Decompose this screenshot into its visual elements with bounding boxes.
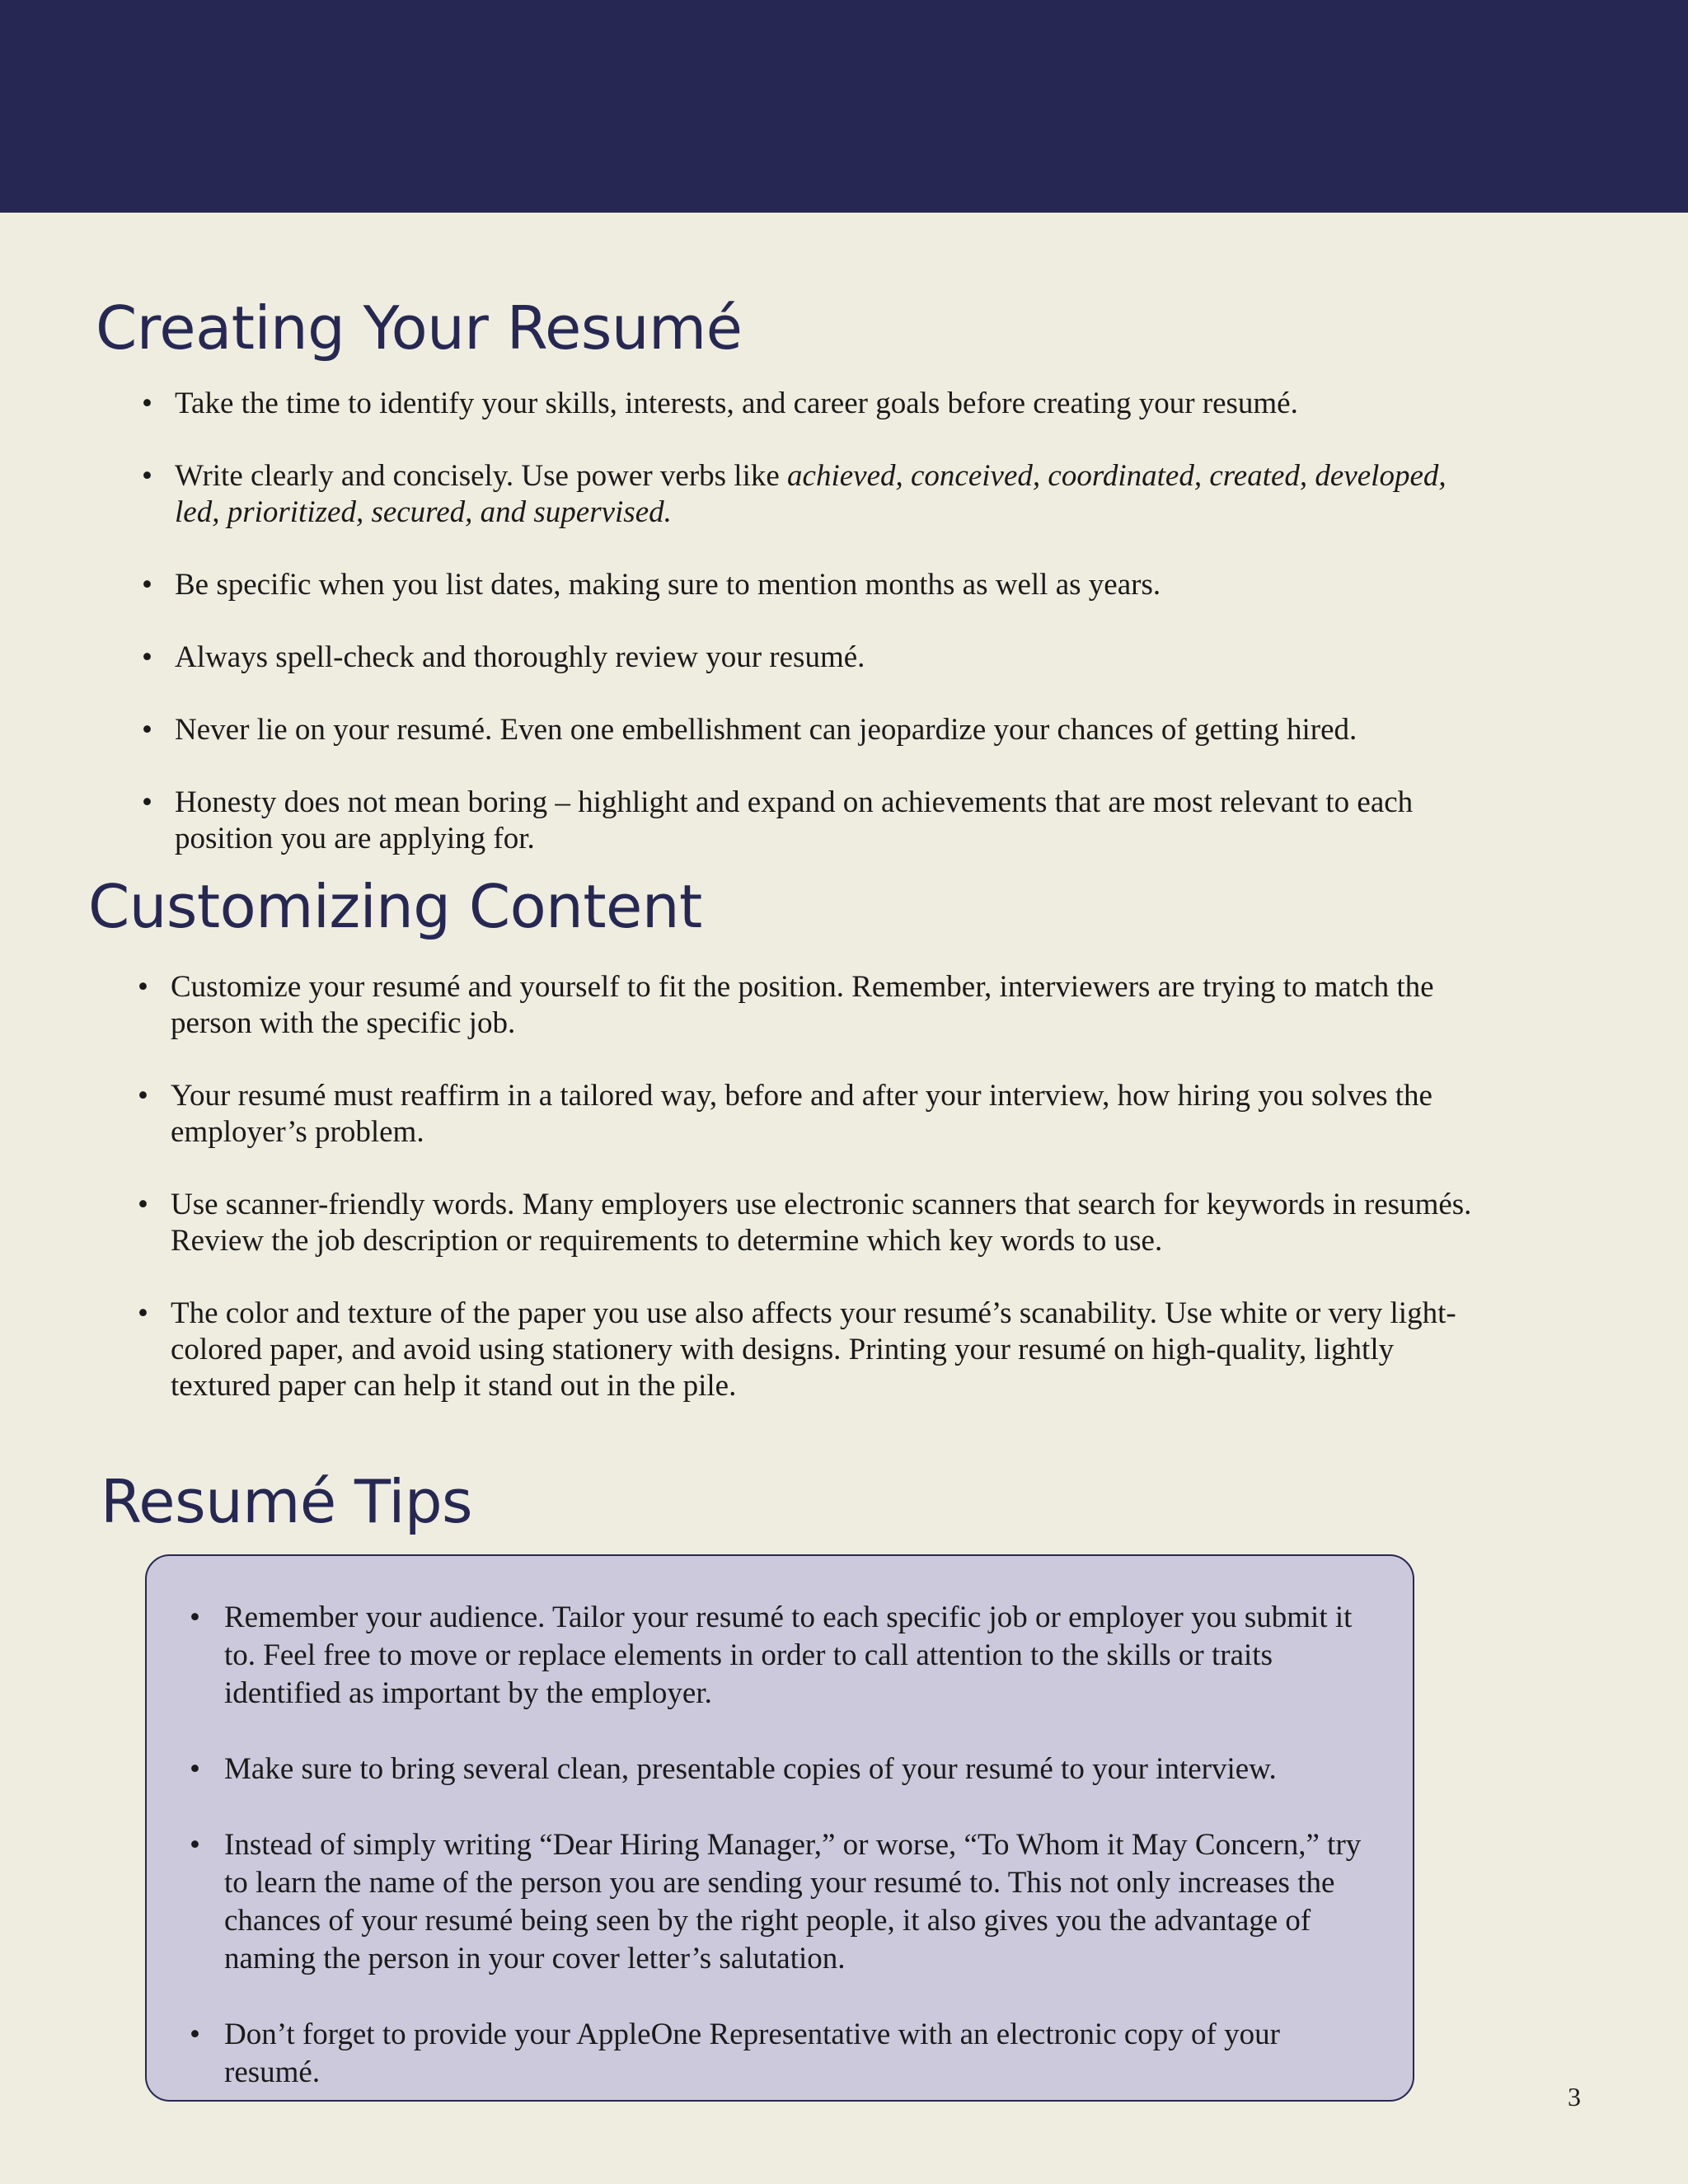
list-item-text: Honesty does not mean boring – highlight and expand on achievements that are most relevant to each position you are applying for. <box>175 785 1414 855</box>
bullet-icon: • <box>190 2018 200 2051</box>
list-item-text: Write clearly and concisely. Use power verbs like <box>175 459 788 493</box>
list-item <box>142 785 1461 857</box>
bullet-icon: • <box>190 1828 200 1862</box>
list-item <box>142 712 1461 748</box>
bullet-icon: • <box>138 970 148 1004</box>
list-item <box>138 1187 1489 1259</box>
bullet-icon: • <box>142 459 152 493</box>
list-item-text: Take the time to identify your skills, interests, and career goals before creating your resumé. <box>175 387 1298 420</box>
bullet-icon: • <box>142 713 152 747</box>
list-item <box>142 640 1461 676</box>
list-item-text: Customize your resumé and yourself to fit the position. Remember, interviewers are trying to match the person with the specific job. <box>171 970 1434 1040</box>
list-item <box>138 1296 1489 1404</box>
bullet-icon: • <box>142 640 152 674</box>
list-item <box>190 1750 1376 1788</box>
header-band <box>0 0 1688 213</box>
bullet-icon: • <box>138 1296 148 1330</box>
bullet-icon: • <box>190 1752 200 1786</box>
list-item <box>138 1078 1489 1151</box>
bullet-icon: • <box>190 1601 200 1634</box>
resume-tips-list <box>190 1599 1376 2092</box>
list-item <box>138 969 1489 1042</box>
list-item-text: Be specific when you list dates, making sure to mention months as well as years. <box>175 568 1161 602</box>
list-item-text: Make sure to bring several clean, presentable copies of your resumé to your interview. <box>224 1752 1277 1786</box>
section-title-creating-resume: Creating Your Resumé <box>96 293 743 363</box>
power-verbs-italic: achieved, conceived, coordinated, created, developed, led, prioritized, secured, and supervised. <box>175 459 1447 529</box>
list-item-text: Don’t forget to provide your AppleOne Representative with an electronic copy of your resumé. <box>224 2018 1280 2089</box>
list-item-text: The color and texture of the paper you use also affects your resumé’s scanability. Use white or very light-colored paper, and avoid using stationery with designs. Printing your resumé on high-quality, lightly textured paper can help it stand out in the pile. <box>171 1296 1456 1403</box>
section-title-resume-tips: Resumé Tips <box>101 1467 473 1536</box>
list-item-text: Instead of simply writing “Dear Hiring Manager,” or worse, “To Whom it May Concern,” try to learn the name of the person you are sending your resumé to. This not only increases the chances of your resumé being seen by the right people, it also gives you the advantage of naming the person in your cover letter’s salutation. <box>224 1828 1362 1975</box>
bullet-icon: • <box>138 1188 148 1221</box>
bullet-icon: • <box>142 568 152 602</box>
list-item <box>190 2016 1376 2092</box>
bullet-icon: • <box>138 1079 148 1113</box>
list-item <box>190 1826 1376 1978</box>
customizing-content-list <box>138 969 1489 1404</box>
page-number: 3 <box>1568 2082 1581 2111</box>
list-item <box>190 1599 1376 1713</box>
list-item <box>142 386 1461 422</box>
list-item <box>142 458 1461 531</box>
section-title-customizing-content: Customizing Content <box>88 872 702 941</box>
list-item-text: Never lie on your resumé. Even one embellishment can jeopardize your chances of getting hired. <box>175 713 1357 747</box>
creating-resume-list <box>142 386 1461 857</box>
list-item-text: Use scanner-friendly words. Many employers use electronic scanners that search for keywords in resumés. Review the job description or requirements to determine which key words to use. <box>171 1188 1472 1258</box>
list-item-text: Your resumé must reaffirm in a tailored way, before and after your interview, how hiring you solves the employer’s problem. <box>171 1079 1432 1149</box>
list-item-text: Remember your audience. Tailor your resumé to each specific job or employer you submit it to. Feel free to move or replace elements in order to call attention to the skills or traits identified as important by the employer. <box>224 1601 1353 1710</box>
list-item <box>142 567 1461 603</box>
bullet-icon: • <box>142 387 152 420</box>
list-item-text: Always spell-check and thoroughly review your resumé. <box>175 640 865 674</box>
bullet-icon: • <box>142 785 152 819</box>
